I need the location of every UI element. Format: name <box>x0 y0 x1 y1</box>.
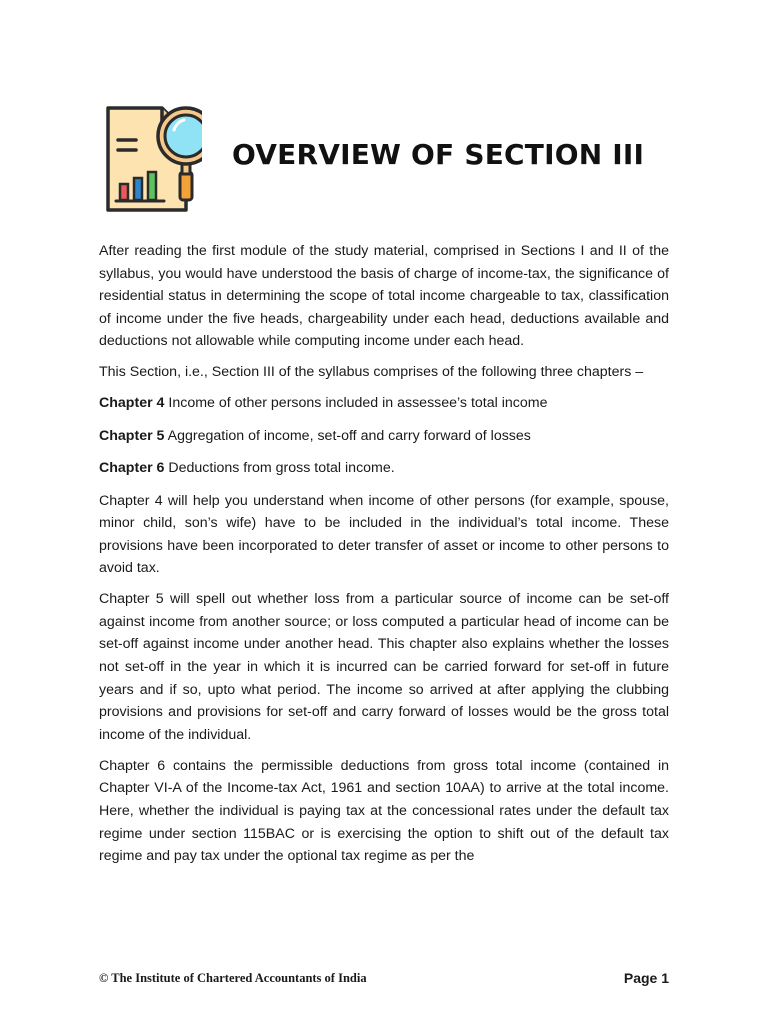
body-content <box>99 240 669 876</box>
chapter-line <box>99 392 669 415</box>
page-footer <box>99 971 669 991</box>
page-number: Page 1 <box>623 970 669 986</box>
chapter-label: Chapter 5 <box>99 427 165 444</box>
chapter-description: Deductions from gross total income. <box>168 460 395 477</box>
page-header <box>104 100 664 216</box>
document-magnifier-chart-icon <box>104 100 202 216</box>
section-note-paragraph: This Section, i.e., Section III of the syllabus comprises of the following three chapters – <box>99 364 644 381</box>
copyright-text: © The Institute of Chartered Accountants of India <box>99 971 367 985</box>
chapter-5-paragraph: Chapter 5 will spell out whether loss from a particular source of income can be set-off against income from another source; or loss computed a particular head of income can be set-off against income under another head. This chapter also explains whether the losses not set-off in the year in which it is incurred can be carried forward for set-off in future years and if so, upto what period. The income so arrived at after applying the clubbing provisions and provisions for set-off and carry forward of losses would be the gross total income of the individual. <box>99 591 669 743</box>
chapter-label: Chapter 4 <box>99 395 165 412</box>
chapter-6-paragraph: Chapter 6 contains the permissible deductions from gross total income (contained in Chapter VI-A of the Income-tax Act, 1961 and section 10AA) to arrive at the total income. Here, whether the individual is paying tax at the concessional rates under the default tax regime under section 115BAC or is exercising the option to shift out of the default tax regime and pay tax under the optional tax regime as per the <box>99 757 669 865</box>
chapter-label: Chapter 6 <box>99 460 165 477</box>
intro-paragraph: After reading the first module of the study material, comprised in Sections I and II of the syllabus, you would have understood the basis of charge of income-tax, the significance of residential status in determining the scope of total income chargeable to tax, classification of income under the five heads, chargeability under each head, deductions available and deductions not allowable while computing income under each head. <box>99 243 669 350</box>
chapter-line <box>99 457 669 480</box>
page-title: OVERVIEW OF SECTION III <box>232 138 645 171</box>
chapter-description: Aggregation of income, set-off and carry forward of losses <box>167 427 531 444</box>
chapter-line <box>99 425 669 448</box>
chapter-4-paragraph: Chapter 4 will help you understand when income of other persons (for example, spouse, minor child, son’s wife) have to be included in the individual’s total income. These provisions have been incorporated to deter transfer of asset or income to other persons to avoid tax. <box>99 492 669 577</box>
chapter-description: Income of other persons included in assessee’s total income <box>168 395 548 412</box>
